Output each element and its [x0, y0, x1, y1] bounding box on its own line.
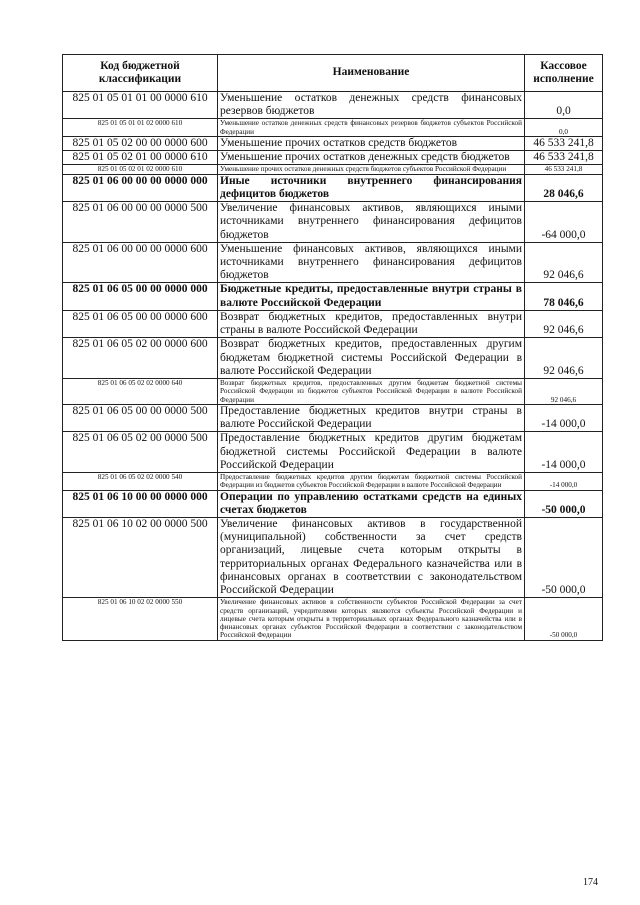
- row-name: Уменьшение финансовых активов, являющихся иными источниками внутреннего финансирования дефицитов бюджетов: [218, 242, 525, 283]
- row-name: Увеличение финансовых активов, являющихся иными источниками внутреннего финансирования дефицитов бюджетов: [218, 202, 525, 243]
- table-row: [63, 242, 603, 283]
- table-row: [63, 490, 603, 517]
- row-name: Уменьшение прочих остатков денежных средств бюджетов: [218, 151, 525, 165]
- budget-table-container: [62, 54, 594, 641]
- row-code: 825 01 06 05 00 00 0000 000: [63, 283, 218, 310]
- row-amount: 92 046,6: [525, 379, 603, 405]
- table-body: [63, 92, 603, 641]
- table-row: [63, 165, 603, 174]
- row-amount: 92 046,6: [525, 310, 603, 337]
- row-name: Предоставление бюджетных кредитов другим бюджетам бюджетной системы Российской Федерации в валюте Российской Федерации: [218, 432, 525, 473]
- row-code: 825 01 06 10 02 00 0000 500: [63, 517, 218, 597]
- row-amount: 0,0: [525, 119, 603, 137]
- row-amount: -14 000,0: [525, 472, 603, 490]
- row-name: Увеличение финансовых активов в собственности субъектов Российской Федерации за счет средств организаций, учредителями которых являются субъекты Российской Федерации и лицевые счета которым открыты в территориальных органах Федерального казначейства или в финансовых органах субъектов Российской Федерации в соответствии с законодательством Российской Федерации: [218, 598, 525, 640]
- row-name: Увеличение финансовых активов в государственной (муниципальной) собственности за счет средств организаций, лицевые счета которым открыты в территориальных органах Федерального казначейства или в финансовых органах в соответствии с законодательством Российской Федерации: [218, 517, 525, 597]
- row-amount: 46 533 241,8: [525, 151, 603, 165]
- row-code: 825 01 06 00 00 00 0000 000: [63, 174, 218, 201]
- row-code: 825 01 05 01 01 00 0000 610: [63, 92, 218, 119]
- table-row: [63, 404, 603, 431]
- row-amount: 46 533 241,8: [525, 165, 603, 174]
- page-number: 174: [583, 877, 598, 888]
- budget-table: [62, 54, 603, 641]
- row-code: 825 01 06 05 02 00 0000 600: [63, 338, 218, 379]
- row-amount: -64 000,0: [525, 202, 603, 243]
- row-code: 825 01 06 00 00 00 0000 500: [63, 202, 218, 243]
- row-name: Уменьшение прочих остатков денежных средств бюджетов субъектов Российской Федерации: [218, 165, 525, 174]
- row-amount: 78 046,6: [525, 283, 603, 310]
- row-amount: -50 000,0: [525, 490, 603, 517]
- table-row: [63, 310, 603, 337]
- row-code: 825 01 06 05 02 02 0000 640: [63, 379, 218, 405]
- row-amount: -14 000,0: [525, 432, 603, 473]
- row-name: Бюджетные кредиты, предоставленные внутри страны в валюте Российской Федерации: [218, 283, 525, 310]
- table-row: [63, 137, 603, 151]
- row-name: Возврат бюджетных кредитов, предоставленных другим бюджетам бюджетной системы Российской Федерации в валюте Российской Федерации: [218, 338, 525, 379]
- header-code: Код бюджетной классификации: [63, 55, 218, 92]
- row-code: 825 01 06 05 00 00 0000 500: [63, 404, 218, 431]
- row-amount: 0,0: [525, 92, 603, 119]
- table-row: [63, 283, 603, 310]
- table-row: [63, 151, 603, 165]
- row-amount: -14 000,0: [525, 404, 603, 431]
- table-row: [63, 379, 603, 405]
- row-code: 825 01 05 02 01 00 0000 610: [63, 151, 218, 165]
- row-name: Возврат бюджетных кредитов, предоставленных внутри страны в валюте Российской Федерации: [218, 310, 525, 337]
- table-row: [63, 92, 603, 119]
- table-row: [63, 598, 603, 640]
- row-amount: -50 000,0: [525, 598, 603, 640]
- table-row: [63, 432, 603, 473]
- row-name: Возврат бюджетных кредитов, предоставленных другим бюджетам бюджетной системы Российской Федерации из бюджетов субъектов Российской Федерации в валюте Российской Федерации: [218, 379, 525, 405]
- row-code: 825 01 05 01 01 02 0000 610: [63, 119, 218, 137]
- row-amount: -50 000,0: [525, 517, 603, 597]
- row-code: 825 01 06 05 00 00 0000 600: [63, 310, 218, 337]
- row-amount: 28 046,6: [525, 174, 603, 201]
- table-row: [63, 338, 603, 379]
- row-name: Предоставление бюджетных кредитов другим бюджетам бюджетной системы Российской Федерации из бюджетов субъектов Российской Федерации в валюте Российской Федерации: [218, 472, 525, 490]
- table-row: [63, 119, 603, 137]
- row-name: Предоставление бюджетных кредитов внутри страны в валюте Российской Федерации: [218, 404, 525, 431]
- table-row: [63, 174, 603, 201]
- header-amount: Кассовое исполнение: [525, 55, 603, 92]
- table-row: [63, 472, 603, 490]
- row-amount: 92 046,6: [525, 242, 603, 283]
- row-code: 825 01 06 05 02 00 0000 500: [63, 432, 218, 473]
- row-code: 825 01 06 10 02 02 0000 550: [63, 598, 218, 640]
- row-amount: 46 533 241,8: [525, 137, 603, 151]
- row-code: 825 01 05 02 01 02 0000 610: [63, 165, 218, 174]
- row-name: Уменьшение остатков денежных средств финансовых резервов бюджетов субъектов Российской Федерации: [218, 119, 525, 137]
- header-name: Наименование: [218, 55, 525, 92]
- row-code: 825 01 06 00 00 00 0000 600: [63, 242, 218, 283]
- row-code: 825 01 05 02 00 00 0000 600: [63, 137, 218, 151]
- row-amount: 92 046,6: [525, 338, 603, 379]
- row-code: 825 01 06 05 02 02 0000 540: [63, 472, 218, 490]
- row-name: Уменьшение прочих остатков средств бюджетов: [218, 137, 525, 151]
- table-header-row: [63, 55, 603, 92]
- row-code: 825 01 06 10 00 00 0000 000: [63, 490, 218, 517]
- row-name: Уменьшение остатков денежных средств финансовых резервов бюджетов: [218, 92, 525, 119]
- row-name: Иные источники внутреннего финансирования дефицитов бюджетов: [218, 174, 525, 201]
- table-row: [63, 202, 603, 243]
- row-name: Операции по управлению остатками средств на единых счетах бюджетов: [218, 490, 525, 517]
- table-row: [63, 517, 603, 597]
